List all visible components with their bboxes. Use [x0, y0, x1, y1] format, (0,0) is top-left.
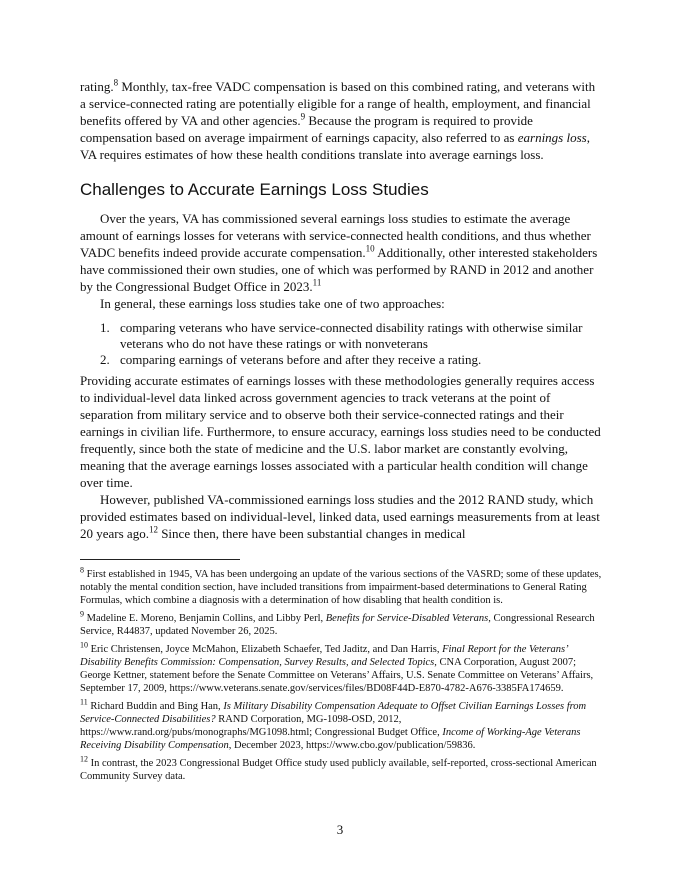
approaches-list: [80, 320, 602, 368]
footnote-ref-8[interactable]: 8: [113, 77, 119, 88]
footnote-11: $^{11}$ Richard Buddin and Bing Han, Is Military Disability Compensation Adequate to Offset Civilian Earnings Losses from Service-Connected Disabilities? RAND Corporation, MG-1098-OSD, 2012, https://www.rand.org/pubs/monographs/MG1098.html; Congressional Budget Office, Income of Working-Age Veterans Receiving Disability Compensation, December 2023, https://www.cbo.gov/publication/59836.: [80, 697, 587, 751]
list-number: 1.: [100, 320, 110, 335]
list-item: 1. comparing veterans who have service-connected disability ratings with otherwise similar veterans who do not have these ratings or with nonveterans: [100, 320, 583, 351]
paragraph-approaches: In general, these earnings loss studies take one of two approaches:: [100, 296, 445, 311]
footnote-12: $^{12}$ In contrast, the 2023 Congressional Budget Office study used publicly available, self-reported, cross-sectional American Community Survey data.: [80, 754, 597, 782]
footnote-9: $^9$ Madeline E. Moreno, Benjamin Collins, and Libby Perl, Benefits for Service-Disabled Veterans, Congressional Research Service, R44837, updated November 26, 2025.: [80, 609, 595, 637]
page-number: 3: [336, 822, 344, 837]
footnote-ref-10[interactable]: 10: [365, 243, 375, 254]
footnote-10: $^{10}$ Eric Christensen, Joyce McMahon, Elizabeth Schaefer, Ted Jaditz, and Dan Harris, Final Report for the Veterans’ Disability Benefits Commission: Compensation, Survey Results, and Selected Topics, CNA Corporation, August 2007; George Kettner, statement before the Senate Committee on Veterans’ Affairs, U.S. Senate Committee on Veterans’ Affairs, September 17, 2009, https://www.veterans.senate.gov/services/files/BD08F44D-E870-4782-A676-3385FA174659.: [80, 640, 594, 694]
footnote-ref-9[interactable]: 9: [300, 111, 306, 122]
paragraph-data-access: Providing accurate estimates of earnings losses with these methodologies generally requires access to individual-level data linked across government agencies to track veterans at the point of separation from military service and to observe both their service-connected ratings and their earnings in civilian life. Furthermore, to ensure accuracy, earnings loss studies need to be conducted frequently, since both the state of medicine and the U.S. labor market are constantly evolving, meaning that the average earnings losses associated with a particular health condition will change over time.: [80, 373, 601, 490]
list-item: 2. comparing earnings of veterans before and after they receive a rating.: [100, 352, 482, 367]
list-number: 2.: [100, 352, 110, 367]
document-page: [80, 78, 602, 788]
term-earnings-loss: earnings loss: [517, 130, 587, 145]
footnote-ref-12[interactable]: 12: [148, 524, 158, 535]
footnote-8: $^8$ First established in 1945, VA has been undergoing an update of the various sections of the VASRD; some of these updates, notably the mental condition section, have included transitions from impairment-based determinations to General Rating Formulas, which combine a diagnosis with a determination of how disabling that health condition is.: [80, 565, 602, 606]
paragraph-published-studies: However, published VA-commissioned earnings loss studies and the 2012 RAND study, which provided estimates based on individual-level, linked data, used earnings measurements from at least 20 years ago.$^{12}$ Since then, there have been substantial changes in medical: [80, 492, 600, 541]
footnote-divider: [80, 559, 240, 560]
footnote-ref-11[interactable]: 11: [312, 277, 322, 288]
paragraph-rating: rating.$^8$ Monthly, tax-free VADC compensation is based on this combined rating, and veterans with a service-connected rating are potentially eligible for a range of health, employment, and financial benefits offered by VA and other agencies.$^9$ Because the program is required to provide compensation based on average impairment of earnings capacity, also referred to as earnings loss, VA requires estimates of how these health conditions translate into average earnings loss.: [80, 77, 596, 162]
section-heading: Challenges to Accurate Earnings Loss Studies: [80, 180, 429, 199]
paragraph-studies: Over the years, VA has commissioned several earnings loss studies to estimate the average amount of earnings losses for veterans with service-connected health conditions, and thus whether VADC benefits indeed provide accurate compensation.$^{10}$ Additionally, other interested stakeholders have commissioned their own studies, one of which was performed by RAND in 2012 and another by the Congressional Budget Office in 2023.11: [80, 211, 598, 294]
